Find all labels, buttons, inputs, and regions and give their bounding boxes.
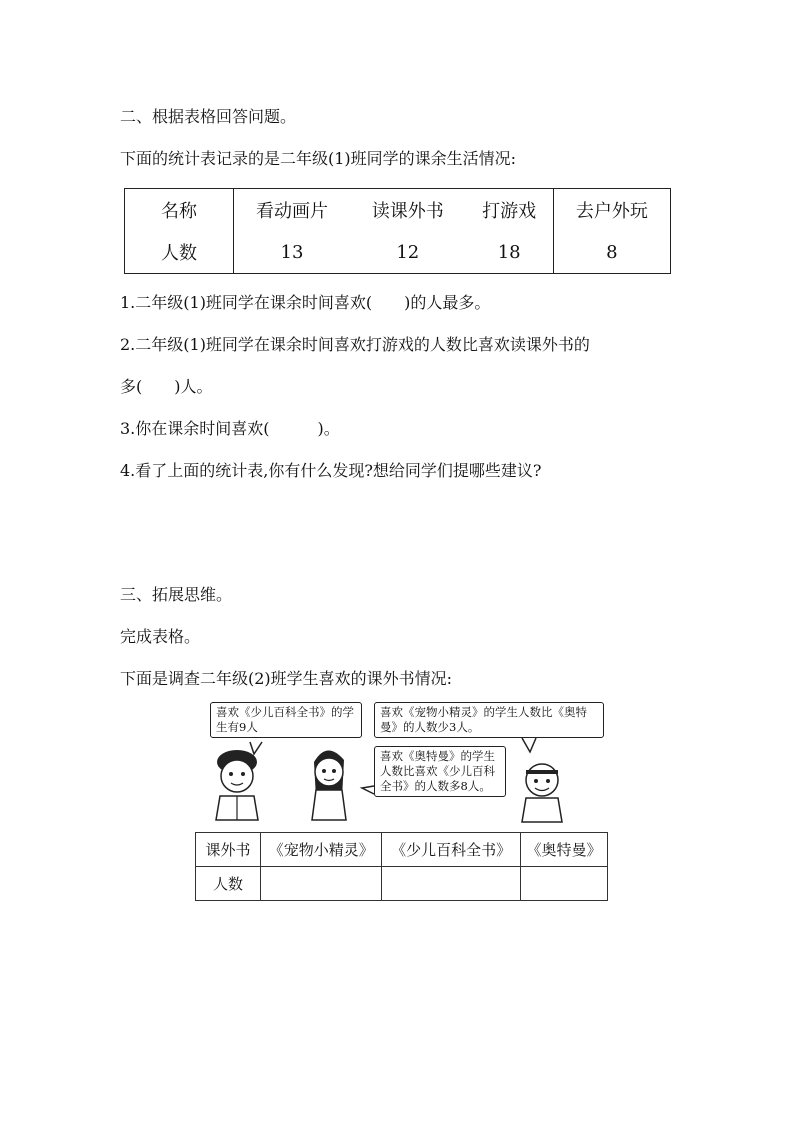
answer-cell[interactable]: [382, 867, 521, 901]
table-header-cell: 打游戏: [482, 201, 537, 222]
question-4: 4.看了上面的统计表,你有什么发现?想给同学们提哪些建议?: [120, 461, 542, 480]
answer-cell[interactable]: [261, 867, 382, 901]
bubble-tail-icon: [250, 742, 262, 754]
girl-center-icon: [312, 750, 346, 820]
table-cell: 8: [553, 231, 670, 274]
bubble-tail-icon: [362, 786, 374, 794]
table-header-cell: 《宠物小精灵》: [261, 833, 382, 867]
table-header-cell: 名称: [161, 201, 197, 222]
table-cell: 18: [497, 241, 521, 263]
table-cell: 12: [396, 241, 420, 263]
table-row-label: 人数: [161, 243, 197, 264]
question-2-continued: 多( )人。: [120, 377, 213, 396]
section3-task: 完成表格。: [120, 627, 201, 646]
bubble-tail-icon: [522, 738, 536, 752]
table-row: [196, 833, 608, 867]
table-header-cell: 《少儿百科全书》: [382, 833, 521, 867]
section2-heading: 二、根据表格回答问题。: [120, 107, 297, 126]
boy-right-icon: [522, 764, 562, 822]
table-header-cell: 读课外书: [371, 201, 444, 222]
section3-intro: 下面是调查二年级(2)班学生喜欢的课外书情况:: [120, 669, 453, 688]
table-row: [125, 189, 671, 232]
question-2: 2.二年级(1)班同学在课余时间喜欢打游戏的人数比喜欢读课外书的: [120, 335, 590, 354]
survey-illustration: [192, 702, 612, 830]
table-row: [196, 867, 608, 901]
table-header-cell: 看动画片: [234, 189, 350, 232]
cartoon-children: [192, 702, 612, 830]
section3-heading: 三、拓展思维。: [120, 585, 233, 604]
table-header-cell: 去户外玩: [553, 189, 670, 232]
speech-bubble-top-right: 喜欢《宠物小精灵》的学生人数比《奥特曼》的人数少3人。: [374, 702, 604, 738]
table-row-label: 人数: [196, 867, 261, 901]
table-cell: 13: [234, 231, 350, 274]
book-preference-table: [195, 832, 608, 901]
question-1: 1.二年级(1)班同学在课余时间喜欢( )的人最多。: [120, 293, 491, 312]
question-3: 3.你在课余时间喜欢( )。: [120, 419, 340, 438]
activity-stats-table: [124, 188, 671, 274]
table-header-cell: 课外书: [196, 833, 261, 867]
table-row: [125, 231, 671, 274]
boy-left-icon: [216, 750, 258, 820]
section2-intro: 下面的统计表记录的是二年级(1)班同学的课余生活情况:: [120, 149, 517, 168]
answer-cell[interactable]: [520, 867, 607, 901]
speech-bubble-middle: 喜欢《奥特曼》的学生人数比喜欢《少儿百科全书》的人数多8人。: [374, 746, 506, 797]
table-header-cell: 《奥特曼》: [520, 833, 607, 867]
speech-bubble-left: 喜欢《少儿百科全书》的学生有9人: [210, 702, 362, 738]
